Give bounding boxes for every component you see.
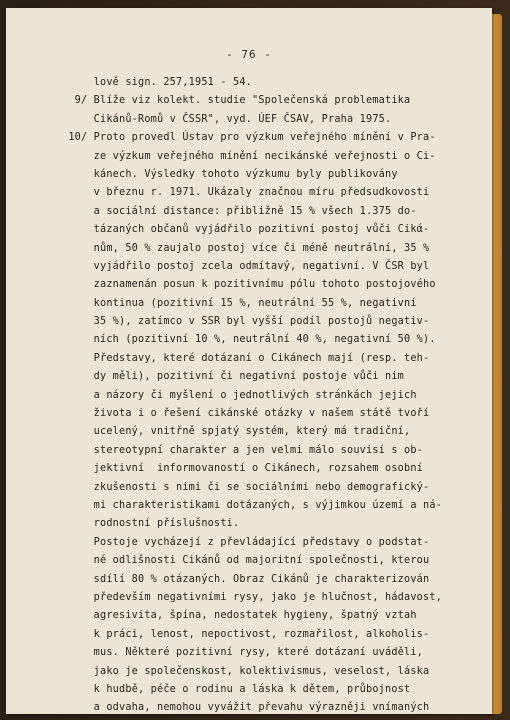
body-text: [62, 74, 482, 718]
text-line: zaznamenán posun k pozitivnímu pólu tohoto postojového: [62, 279, 436, 291]
text-line: a názory či myšlení o jednotlivých stránkách jejich: [62, 389, 417, 401]
text-line: agresivita, špína, nedostatek hygieny, špatný vztah: [62, 610, 417, 622]
text-line: zkušenosti s nimi či se sociálními nebo demografický-: [62, 481, 430, 493]
text-line: k práci, lenost, nepoctivost, rozmařilost, alkoholis-: [62, 628, 430, 640]
text-line: nům, 50 % zaujalo postoj více či méně neutrální, 35 %: [62, 242, 430, 254]
text-line: 9/ Blíže viz kolekt. studie "Společenská problematika: [62, 95, 411, 107]
text-line: ních (pozitivní 10 %, neutrální 40 %, negativní 50 %).: [62, 334, 436, 346]
text-line: mi charakteristikami dotázaných, s výjimkou území a ná-: [62, 499, 443, 511]
text-line: k hudbě, péče o rodinu a láska k dětem, průbojnost: [62, 683, 411, 695]
text-line: vyjádřilo postoj zcela odmítavý, negativní. V ČSR byl: [62, 260, 430, 272]
text-line: v březnu r. 1971. Ukázaly značnou míru předsudkovosti: [62, 187, 430, 199]
text-line: Postoje vycházejí z převládající představy o podstat-: [62, 536, 430, 548]
text-line: 10/ Proto provedl Ústav pro výzkum veřejného mínění v Pra-: [62, 132, 436, 144]
text-line: života i o řešení cikánské otázky v našem státě tvoří: [62, 408, 430, 420]
text-line: ze výzkum veřejného mínění necikánské veřejnosti o Ci-: [62, 150, 436, 162]
text-line: tázaných občanů vyjádřilo pozitivní postoj vůči Cikά-: [62, 224, 430, 236]
text-line: dy měli), pozitivní či negativní postoje vůči nim: [62, 371, 405, 383]
text-line: kontinua (pozitivní 15 %, neutrální 55 %, negativní: [62, 297, 417, 309]
text-line: jektivní informovaností o Cikánech, rozsahem osobní: [62, 463, 424, 475]
text-line: a sociální distance: přibližně 15 % všech 1.375 do-: [62, 205, 417, 217]
text-line: lově sign. 257,1951 - 54.: [62, 77, 253, 88]
text-line: Cikánů-Romů v ČSSR", vyd. ÚEF ČSAV, Praha 1975.: [62, 113, 392, 125]
text-line: kánech. Výsledky tohoto výzkumu byly publikovány: [62, 168, 398, 180]
text-line: ucelený, vnitřně spjatý systém, který má tradiční,: [62, 426, 411, 438]
text-line: sdílí 80 % otázaných. Obraz Cikánů je charakterizován: [62, 573, 430, 585]
text-line: a odvaha, nemohou vyvážit převahu výrazněji vnímaných: [62, 702, 430, 714]
document-page: [6, 8, 492, 714]
page-number: - 76 -: [226, 48, 272, 61]
text-line: rodnostní příslušnosti.: [62, 518, 240, 530]
text-line: jako je společenskost, kolektivismus, veselost, láska: [62, 665, 430, 677]
text-line: především negativními rysy, jako je hlučnost, hádavost,: [62, 591, 443, 603]
text-line: mus. Některé pozitivní rysy, které dotázaní uváděli,: [62, 647, 424, 659]
text-line: 35 %), zatímco v SSR byl vyšší podíl postojů negativ-: [62, 316, 430, 328]
text-line: stereotypní charakter a jen velmi málo souvisí s ob-: [62, 444, 424, 456]
text-line: Představy, které dotázaní o Cikánech mají (resp. teh-: [62, 352, 430, 364]
text-line: né odlišnosti Cikánů od majoritní společnosti, kterou: [62, 555, 430, 567]
